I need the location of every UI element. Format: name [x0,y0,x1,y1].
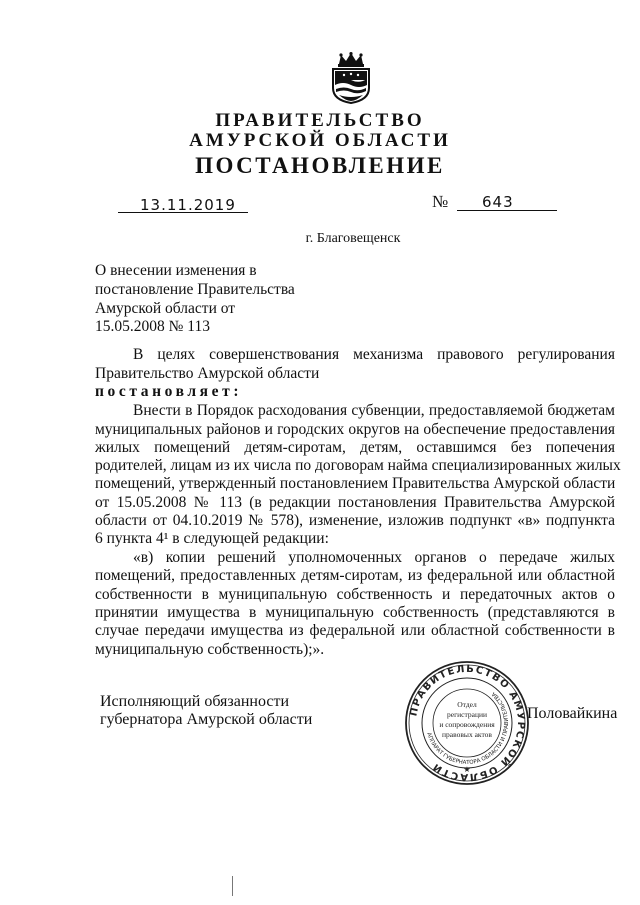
resolves-word: постановляет: [95,383,243,400]
svg-text:правовых актов: правовых актов [442,730,492,739]
preamble-line-2: Правительство Амурской области [95,365,320,382]
paragraph-line: родителей, лицам из их числа по договорам найма специализированных жилых [95,457,621,474]
coat-of-arms-icon [326,52,376,104]
document-date: 13.11.2019 [140,196,236,214]
government-title-line1: ПРАВИТЕЛЬСТВО [215,110,425,131]
document-number: 643 [482,193,514,211]
svg-text:и сопровождения: и сопровождения [439,720,495,729]
paragraph-line: помещений, утвержденный постановлением Правительства Амурской области [95,475,616,492]
quoted-line: муниципальную собственность);». [95,641,325,658]
quoted-line: случае передачи имущества из федеральной или областной собственности в [95,622,615,639]
paragraph-line: муниципальных районов и городских округов на обеспечение предоставления [95,421,615,438]
paragraph-line: Внести в Порядок расходования субвенции, предоставляемой бюджетам [133,402,615,419]
quoted-line: принятии имущества в муниципальную собственность (представляются в [95,604,615,621]
quoted-line: собственности в муниципальную собственность и передаточных актов о [95,586,615,603]
signer-name: Половайкина [527,705,618,722]
document-type-title: ПОСТАНОВЛЕНИЕ [195,153,445,178]
city-name: г. Благовещенск [305,231,401,246]
subject-line-2: постановление Правительства [95,281,295,298]
signer-title-line-2: губернатора Амурской области [100,711,313,728]
scan-mark [232,876,233,896]
svg-text:Отдел: Отдел [457,700,477,709]
quoted-line: «в) копии решений уполномоченных органов о передаче жилых [133,549,615,566]
quoted-line: помещений, предоставленных детям-сиротам, из федеральной или областной [95,567,615,584]
government-title-line2: АМУРСКОЙ ОБЛАСТИ [189,130,451,151]
number-label: № [432,192,449,211]
svg-text:★: ★ [463,765,471,774]
subject-line-3: Амурской области от [95,300,236,317]
paragraph-line: области от 04.10.2019 № 578), изменение, изложив подпункт «в» подпункта [95,512,615,529]
paragraph-line: жилых помещений детям-сиротам, детям, оставшимся без попечения [95,439,615,456]
subject-line-4: 15.05.2008 № 113 [95,318,210,335]
subject-line-1: О внесении изменения в [95,262,257,279]
signer-title-line-1: Исполняющий обязанности [100,693,290,710]
preamble-line-1: В целях совершенствования механизма правового регулирования [133,346,615,363]
paragraph-line: 6 пункта 4¹ в следующей редакции: [95,530,329,547]
svg-text:АППАРАТ ГУБЕРНАТОРА ОБЛАСТИ И: АППАРАТ ГУБЕРНАТОРА ОБЛАСТИ И ПРАВИТЕЛЬСТВА [425,690,511,767]
official-stamp [404,660,530,786]
svg-text:ПРАВИТЕЛЬСТВО АМУРСКОЙ ОБЛАСТИ: ПРАВИТЕЛЬСТВО АМУРСКОЙ ОБЛАСТИ [408,663,527,783]
paragraph-line: от 15.05.2008 № 113 (в редакции постановления Правительства Амурской [95,494,615,511]
svg-text:регистрации: регистрации [447,710,487,719]
